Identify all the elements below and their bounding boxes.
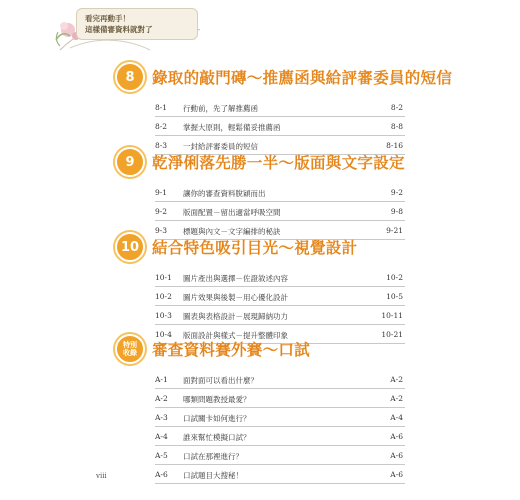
entry-number: 10-1 xyxy=(155,273,172,282)
entry-title: 口試題目大搜秘！ xyxy=(183,471,243,480)
entry-title: 標題與內文－文字編排的秘訣 xyxy=(183,227,281,236)
toc-entry[interactable] xyxy=(155,98,405,117)
chapter-title: 結合特色吸引目光～視覺設計 xyxy=(152,239,358,257)
entry-page: A-2 xyxy=(390,375,403,384)
entry-page: 10-2 xyxy=(386,273,403,282)
toc-entry[interactable] xyxy=(155,465,405,484)
entry-number: A-6 xyxy=(155,470,168,479)
special-chapter xyxy=(115,334,415,484)
chapter-title: 乾淨俐落先勝一半～版面與文字設定 xyxy=(152,154,405,172)
entry-title: 一封給評審委員的短信 xyxy=(183,142,258,151)
entry-title: 哪類問題教授最愛？ xyxy=(183,395,251,404)
entry-number: 9-3 xyxy=(155,226,168,235)
toc-entry[interactable] xyxy=(155,306,405,325)
toc-entry[interactable] xyxy=(155,446,405,465)
toc-entry[interactable] xyxy=(155,427,405,446)
entry-page: 9-21 xyxy=(386,226,403,235)
entry-number: 9-2 xyxy=(155,207,168,216)
entry-page: 10-21 xyxy=(381,330,403,339)
entry-title: 誰來幫忙模擬口試？ xyxy=(183,433,251,442)
entry-title: 版面設計與樣式－提升整體印象 xyxy=(183,331,288,340)
entry-number: 8-2 xyxy=(155,122,168,131)
toc-entry[interactable] xyxy=(155,268,405,287)
chapter-number-badge: 9 xyxy=(115,147,145,177)
entry-page: 10-5 xyxy=(386,292,403,301)
entry-number: 10-4 xyxy=(155,330,172,339)
entry-page: A-4 xyxy=(390,413,403,422)
entry-title: 圖片產出與選擇－佐證敘述內容 xyxy=(183,274,288,283)
toc-entry[interactable] xyxy=(155,389,405,408)
toc-entry[interactable] xyxy=(155,287,405,306)
entry-page: A-2 xyxy=(390,394,403,403)
chapter-title: 審查資料賽外賽～口試 xyxy=(152,341,311,359)
toc-entry[interactable] xyxy=(155,408,405,427)
entry-number: 9-1 xyxy=(155,188,168,197)
entry-number: 8-3 xyxy=(155,141,168,150)
toc-entry[interactable] xyxy=(155,183,405,202)
entry-page: A-6 xyxy=(390,470,403,479)
entry-title: 讓你的審查資料脫穎而出 xyxy=(183,189,266,198)
toc-entry[interactable] xyxy=(155,117,405,136)
chapter-number-badge: 8 xyxy=(115,62,145,92)
callout-line-1: 看完再動手！ xyxy=(85,14,130,23)
chapter-8 xyxy=(115,62,453,155)
chapter-10 xyxy=(115,232,415,344)
special-badge: 特別 收錄 xyxy=(115,334,145,364)
chapter-9 xyxy=(115,147,415,240)
entry-page: A-6 xyxy=(390,432,403,441)
entry-title: 圖片效果與後製－用心優化設計 xyxy=(183,293,288,302)
entry-number: 10-3 xyxy=(155,311,172,320)
entry-title: 口試在那裡進行？ xyxy=(183,452,243,461)
entry-page: 8-8 xyxy=(390,122,403,131)
header-callout xyxy=(76,8,198,40)
entry-title: 行動前，先了解推薦函 xyxy=(183,104,258,113)
entry-page: 10-11 xyxy=(381,311,403,320)
entry-title: 口試關卡如何進行？ xyxy=(183,414,251,423)
entry-number: A-1 xyxy=(155,375,168,384)
entry-page: 9-8 xyxy=(390,207,403,216)
toc-entry[interactable] xyxy=(155,202,405,221)
entry-page: 8-16 xyxy=(386,141,403,150)
entry-page: 8-2 xyxy=(390,103,403,112)
entry-number: 8-1 xyxy=(155,103,168,112)
callout-line-2: 這樣備審資料就對了 xyxy=(85,25,153,34)
entry-title: 圖表與表格設計－展現歸納功力 xyxy=(183,312,288,321)
entry-number: 10-2 xyxy=(155,292,172,301)
chapter-number-badge: 10 xyxy=(115,232,145,262)
entry-page: 9-2 xyxy=(390,188,403,197)
entry-number: A-3 xyxy=(155,413,168,422)
toc-entry[interactable] xyxy=(155,370,405,389)
entry-page: A-6 xyxy=(390,451,403,460)
entry-title: 版面配置－留出適當呼吸空間 xyxy=(183,208,281,217)
entry-number: A-5 xyxy=(155,451,168,460)
entry-title: 掌握大原則，輕鬆備妥推薦函 xyxy=(183,123,281,132)
page-number: viii xyxy=(96,472,107,480)
chapter-title: 錄取的敲門磚～推薦函與給評審委員的短信 xyxy=(152,69,453,87)
entry-number: A-4 xyxy=(155,432,168,441)
entry-number: A-2 xyxy=(155,394,168,403)
entry-title: 面對面可以看出什麼？ xyxy=(183,376,258,385)
